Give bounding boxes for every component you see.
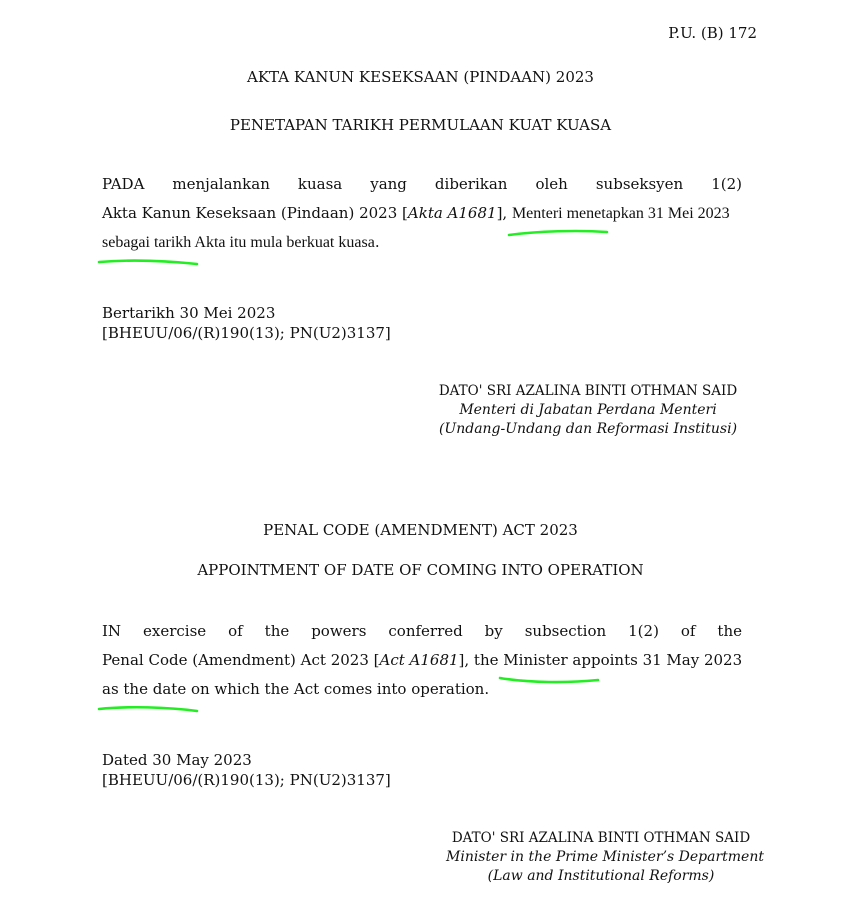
malay-date-block xyxy=(102,303,391,343)
english-signature-block xyxy=(446,829,764,886)
malay-file-reference: [BHEUU/06/(R)190(13); PN(U2)3137] xyxy=(102,324,391,342)
malay-signatory-title: Menteri di Jabatan Perdana Menteri xyxy=(459,402,717,418)
english-dated: Dated 30 May 2023 xyxy=(102,751,252,769)
english-date-block xyxy=(102,750,391,790)
malay-line2-prefix: Akta Kanun Keseksaan (Pindaan) 2023 [ xyxy=(102,204,408,222)
english-body-paragraph xyxy=(102,617,742,704)
english-highlight-2-text: as the date on which the Act comes into operation xyxy=(102,680,485,698)
green-underline-mark xyxy=(98,705,198,713)
english-line2-prefix: Penal Code (Amendment) Act 2023 [ xyxy=(102,651,380,669)
english-body-line-2 xyxy=(102,646,742,675)
english-file-reference: [BHEUU/06/(R)190(13); PN(U2)3137] xyxy=(102,771,391,789)
malay-signatory-name: DATO' SRI AZALINA BINTI OTHMAN SAID xyxy=(438,383,738,399)
pu-reference: P.U. (B) 172 xyxy=(668,24,757,42)
english-highlight-1-text: Minister appoints 31 May 2023 xyxy=(503,651,743,669)
malay-body-line-1: PADA menjalankan kuasa yang diberikan oleh subseksyen 1(2) xyxy=(102,175,742,193)
english-signatory-portfolio: (Law and Institutional Reforms) xyxy=(487,868,715,884)
english-act-reference: Act A1681 xyxy=(379,651,459,669)
english-signatory-title: Minister in the Prime Minister’s Department xyxy=(446,849,764,865)
malay-line2-mid: ], xyxy=(496,204,512,222)
malay-act-reference: Akta A1681 xyxy=(407,204,497,222)
malay-highlight-2-text: sebagai tarikh Akta itu mula berkuat kuasa xyxy=(102,234,375,251)
malay-highlight-1 xyxy=(512,199,730,228)
english-highlight-2 xyxy=(102,675,484,704)
malay-dated: Bertarikh 30 Mei 2023 xyxy=(102,304,276,322)
malay-body-line-2 xyxy=(102,199,742,228)
english-line3-end: . xyxy=(484,680,490,698)
green-underline-mark xyxy=(499,676,599,684)
malay-highlight-1-text: Menteri menetapkan 31 Mei 2023 xyxy=(511,205,730,222)
green-underline-mark xyxy=(508,229,608,237)
english-body-line-1: IN exercise of the powers conferred by subsection 1(2) of the xyxy=(102,622,742,640)
english-notice-title: APPOINTMENT OF DATE OF COMING INTO OPERATION xyxy=(197,561,644,579)
malay-signature-block xyxy=(436,382,740,439)
english-act-title: PENAL CODE (AMENDMENT) ACT 2023 xyxy=(263,521,578,539)
malay-notice-title: PENETAPAN TARIKH PERMULAAN KUAT KUASA xyxy=(229,116,612,134)
english-signatory-name: DATO' SRI AZALINA BINTI OTHMAN SAID xyxy=(451,830,751,846)
malay-line3-end: . xyxy=(374,233,380,251)
malay-signatory-portfolio: (Undang-Undang dan Reformasi Institusi) xyxy=(438,421,738,437)
malay-body-paragraph xyxy=(102,170,742,257)
malay-body-line-3 xyxy=(102,228,742,257)
green-underline-mark xyxy=(98,258,198,266)
english-body-line-3 xyxy=(102,675,742,704)
english-line2-mid: ], the xyxy=(458,651,504,669)
malay-act-title: AKTA KANUN KESEKSAAN (PINDAAN) 2023 xyxy=(247,68,594,86)
english-highlight-1 xyxy=(503,646,742,675)
malay-highlight-2 xyxy=(102,228,375,257)
